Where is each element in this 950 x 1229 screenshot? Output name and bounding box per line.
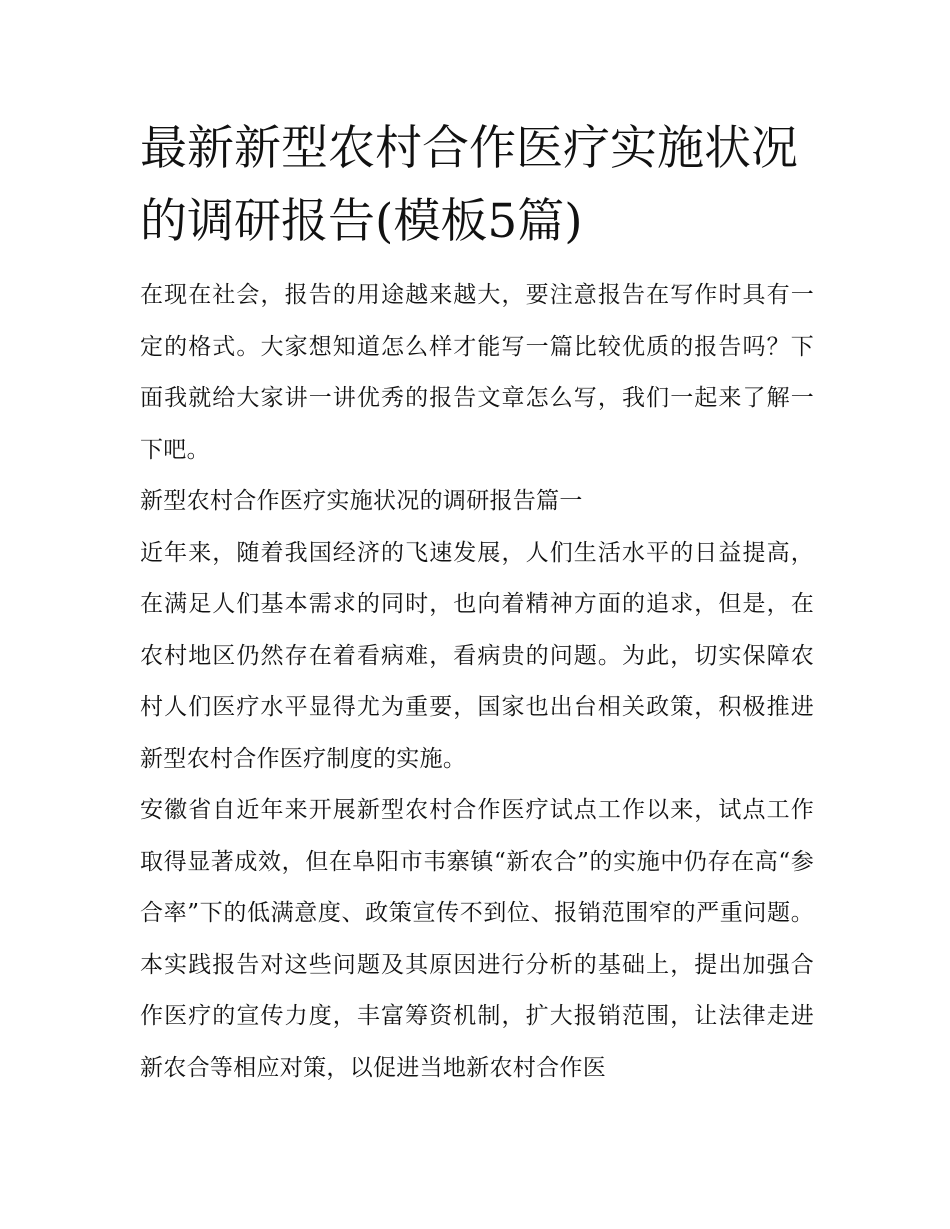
document-title: 最新新型农村合作医疗实施状况的调研报告(模板5篇) <box>140 121 798 249</box>
body-paragraph: 安徽省自近年来开展新型农村合作医疗试点工作以来，试点工作取得显著成效，但在阜阳市韦寨镇“新农合”的实施中仍存在高“参合率”下的低满意度、政策宣传不到位、报销范围窄的严重问题。本实践报告对这些问题及其原因进行分析的基础上，提出加强合作医疗的宣传力度，丰富筹资机制，扩大报销范围，让法律走进新农合等相应对策，以促进当地新农村合作医 <box>140 797 814 1081</box>
intro-paragraph: 在现在社会，报告的用途越来越大，要注意报告在写作时具有一定的格式。大家想知道怎么样才能写一篇比较优质的报告吗？下面我就给大家讲一讲优秀的报告文章怎么写，我们一起来了解一下吧。 <box>140 282 814 463</box>
body-paragraph: 近年来，随着我国经济的飞速发展，人们生活水平的日益提高，在满足人们基本需求的同时，也向着精神方面的追求，但是，在农村地区仍然存在着看病难，看病贵的问题。为此，切实保障农村人们医疗水平显得尤为重要，国家也出台相关政策，积极推进新型农村合作医疗制度的实施。 <box>140 539 814 772</box>
document-body <box>140 112 814 1094</box>
section-heading: 新型农村合作医疗实施状况的调研报告篇一 <box>140 488 583 514</box>
